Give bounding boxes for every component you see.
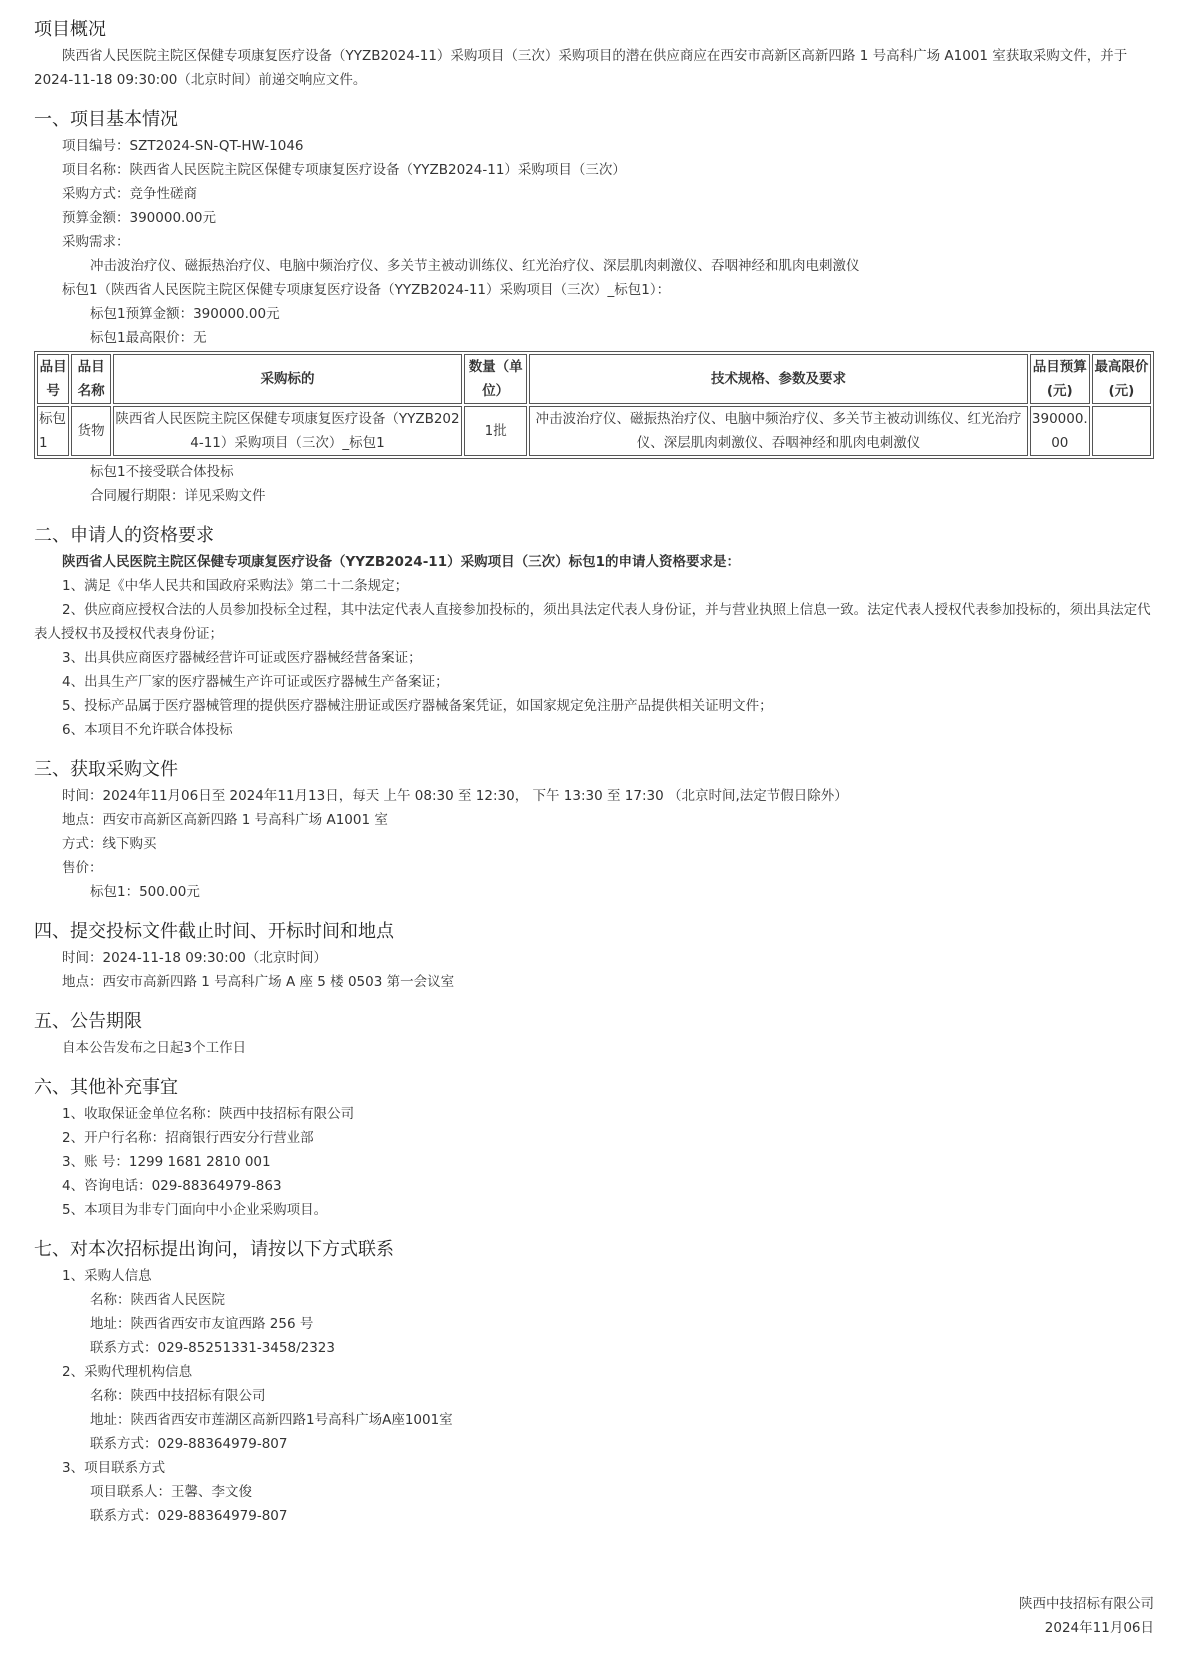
section-title: 五、公告期限 xyxy=(34,1011,142,1032)
lot-budget: 标包1预算金额：390000.00元 xyxy=(90,306,280,322)
table-row xyxy=(37,406,1151,456)
table-cell: 标包1 xyxy=(37,406,69,456)
section-basic-info xyxy=(34,106,1154,508)
notice-period-text: 自本公告发布之日起3个工作日 xyxy=(62,1040,247,1056)
obtain-place: 地点：西安市高新区高新四路 1 号高科广场 A1001 室 xyxy=(62,812,388,828)
section-overview xyxy=(34,16,1154,92)
section-title: 三、获取采购文件 xyxy=(34,759,178,780)
buyer-name: 名称：陕西省人民医院 xyxy=(90,1292,225,1308)
project-contact-phone: 联系方式：029-88364979-807 xyxy=(90,1508,288,1524)
section-qualifications xyxy=(34,522,1154,742)
price-label: 售价： xyxy=(62,860,103,876)
table-cell: 1批 xyxy=(464,406,527,456)
table-header-row xyxy=(37,354,1151,404)
project-contact-heading: 3、项目联系方式 xyxy=(62,1460,166,1476)
list-item: 1、满足《中华人民共和国政府采购法》第二十二条规定； xyxy=(62,578,409,594)
overview-text: 陕西省人民医院主院区保健专项康复医疗设备（YYZB2024-11）采购项目（三次）采购项目的潜在供应商应在西安市高新区高新四路 1 号高科广场 A1001 室获取采购文件，并于2024-11-18 09:30:00（北京时间）前递交响应文件。 xyxy=(34,48,1128,88)
list-item: 3、账 号：1299 1681 2810 001 xyxy=(62,1154,271,1170)
project-number: 项目编号：SZT2024-SN-QT-HW-1046 xyxy=(62,138,304,154)
table-header-cell: 品目名称 xyxy=(71,354,111,404)
deadline-time: 时间：2024-11-18 09:30:00（北京时间） xyxy=(62,950,327,966)
budget-amount: 预算金额：390000.00元 xyxy=(62,210,217,226)
table-cell xyxy=(1092,406,1151,456)
table-header-cell: 最高限价(元) xyxy=(1092,354,1151,404)
price-value: 标包1：500.00元 xyxy=(90,884,200,900)
signature-date: 2024年11月06日 xyxy=(1044,1620,1154,1636)
section-title: 七、对本次招标提出询问，请按以下方式联系 xyxy=(34,1239,394,1260)
section-obtain-documents xyxy=(34,756,1154,904)
announcement-document xyxy=(34,16,1154,1528)
section-contacts xyxy=(34,1236,1154,1528)
list-item: 3、出具供应商医疗器械经营许可证或医疗器械经营备案证； xyxy=(62,650,422,666)
section-supplementary xyxy=(34,1074,1154,1222)
table-cell: 货物 xyxy=(71,406,111,456)
section-title: 六、其他补充事宜 xyxy=(34,1077,178,1098)
section-title: 四、提交投标文件截止时间、开标时间和地点 xyxy=(34,921,394,942)
table-header-cell: 品目号 xyxy=(37,354,69,404)
consortium-note: 标包1不接受联合体投标 xyxy=(90,464,234,480)
demand-label: 采购需求： xyxy=(62,234,130,250)
list-item: 5、本项目为非专门面向中小企业采购项目。 xyxy=(62,1202,328,1218)
demand-text: 冲击波治疗仪、磁振热治疗仪、电脑中频治疗仪、多关节主被动训练仪、红光治疗仪、深层肌肉刺激仪、吞咽神经和肌肉电刺激仪 xyxy=(90,258,860,274)
obtain-time: 时间：2024年11月06日至 2024年11月13日，每天 上午 08:30 至 12:30， 下午 13:30 至 17:30 （北京时间,法定节假日除外） xyxy=(62,788,848,804)
agent-heading: 2、采购代理机构信息 xyxy=(62,1364,193,1380)
agent-name: 名称：陕西中技招标有限公司 xyxy=(90,1388,266,1404)
list-item: 5、投标产品属于医疗器械管理的提供医疗器械注册证或医疗器械备案凭证，如国家规定免注册产品提供相关证明文件； xyxy=(62,698,773,714)
list-item: 2、开户行名称：招商银行西安分行营业部 xyxy=(62,1130,314,1146)
table-cell: 陕西省人民医院主院区保健专项康复医疗设备（YYZB2024-11）采购项目（三次）_标包1 xyxy=(113,406,462,456)
table-cell: 冲击波治疗仪、磁振热治疗仪、电脑中频治疗仪、多关节主被动训练仪、红光治疗仪、深层肌肉刺激仪、吞咽神经和肌肉电刺激仪 xyxy=(529,406,1027,456)
project-name: 项目名称：陕西省人民医院主院区保健专项康复医疗设备（YYZB2024-11）采购项目（三次） xyxy=(62,162,626,178)
lot-limit: 标包1最高限价：无 xyxy=(90,330,207,346)
table-header-cell: 技术规格、参数及要求 xyxy=(529,354,1027,404)
section-title: 二、申请人的资格要求 xyxy=(34,525,214,546)
signature-block xyxy=(754,1592,1154,1640)
lot-title: 标包1（陕西省人民医院主院区保健专项康复医疗设备（YYZB2024-11）采购项目（三次）_标包1）： xyxy=(62,282,671,298)
section-title: 项目概况 xyxy=(34,19,106,40)
buyer-address: 地址：陕西省西安市友谊西路 256 号 xyxy=(90,1316,314,1332)
signature-org: 陕西中技招标有限公司 xyxy=(1019,1596,1154,1612)
list-item: 4、咨询电话：029-88364979-863 xyxy=(62,1178,282,1194)
list-item: 2、供应商应授权合法的人员参加投标全过程，其中法定代表人直接参加投标的，须出具法定代表人身份证，并与营业执照上信息一致。法定代表人授权代表参加投标的，须出具法定代表人授权书及授权代表身份证； xyxy=(34,602,1151,642)
agent-phone: 联系方式：029-88364979-807 xyxy=(90,1436,288,1452)
list-item: 4、出具生产厂家的医疗器械生产许可证或医疗器械生产备案证； xyxy=(62,674,449,690)
agent-address: 地址：陕西省西安市莲湖区高新四路1号高科广场A座1001室 xyxy=(90,1412,453,1428)
deadline-place: 地点：西安市高新四路 1 号高科广场 A 座 5 楼 0503 第一会议室 xyxy=(62,974,455,990)
qualification-lead: 陕西省人民医院主院区保健专项康复医疗设备（YYZB2024-11）采购项目（三次）标包1的申请人资格要求是： xyxy=(62,554,740,570)
table-header-cell: 采购标的 xyxy=(113,354,462,404)
table-header-cell: 数量（单位） xyxy=(464,354,527,404)
buyer-heading: 1、采购人信息 xyxy=(62,1268,152,1284)
section-notice-period xyxy=(34,1008,1154,1060)
list-item: 6、本项目不允许联合体投标 xyxy=(62,722,233,738)
buyer-phone: 联系方式：029-85251331-3458/2323 xyxy=(90,1340,335,1356)
table-header-cell: 品目预算(元) xyxy=(1030,354,1090,404)
list-item: 1、收取保证金单位名称：陕西中技招标有限公司 xyxy=(62,1106,355,1122)
table-cell: 390000.00 xyxy=(1030,406,1090,456)
section-title: 一、项目基本情况 xyxy=(34,109,178,130)
project-contact-person: 项目联系人：王馨、李文俊 xyxy=(90,1484,252,1500)
items-table xyxy=(34,351,1154,459)
obtain-way: 方式：线下购买 xyxy=(62,836,157,852)
section-deadline xyxy=(34,918,1154,994)
procurement-method: 采购方式：竞争性磋商 xyxy=(62,186,197,202)
contract-term: 合同履行期限：详见采购文件 xyxy=(90,488,266,504)
